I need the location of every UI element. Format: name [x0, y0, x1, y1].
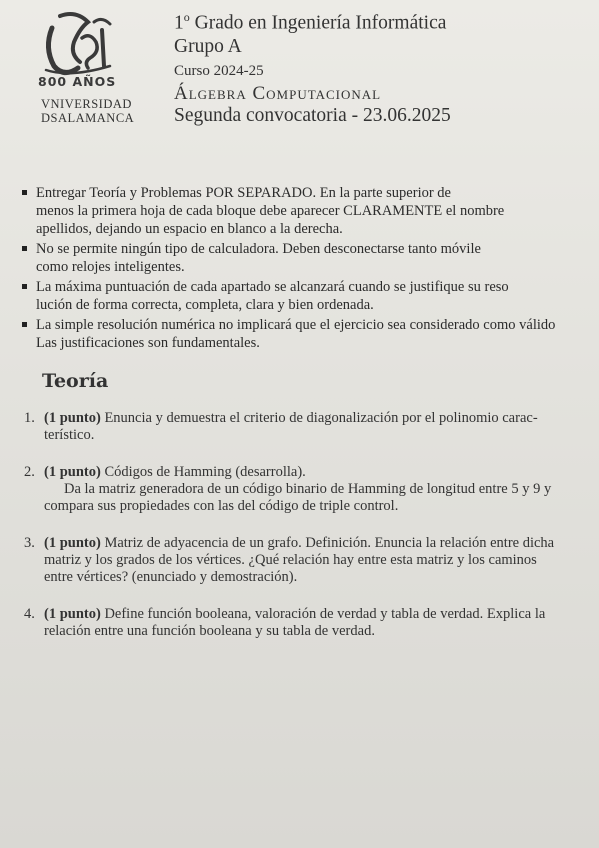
instruction-item: Entregar Teoría y Problemas POR SEPARADO. En la parte superior de menos la primera hoja de cada bloque debe aparecer CLARAMENTE el nombre apellidos, dejando un espacio en blanco a la derecha. — [22, 184, 599, 238]
instruction-item: La máxima puntuación de cada apartado se alcanzará cuando se justifique su reso lución de forma correcta, completa, clara y bien ordenada. — [22, 278, 599, 314]
group-line: Grupo A — [174, 35, 242, 57]
section-title: Teoría — [42, 370, 109, 392]
questions-list — [24, 410, 599, 640]
question-item: 3. (1 punto) Matriz de adyacencia de un grafo. Definición. Enuncia la relación entre dicha matriz y los grados de los vértices. ¿Qué relación hay entre esta matriz y los caminos entre vértices? (enunciado y demostración). — [24, 535, 555, 585]
question-item: 1. (1 punto) Enuncia y demuestra el criterio de diagonalización por el polinomio carac- terístico. — [24, 410, 538, 443]
instruction-item: La simple resolución numérica no implicará que el ejercicio sea considerado como válido Las justificaciones son fundamentales. — [22, 316, 599, 352]
bullet-icon — [22, 246, 27, 251]
bullet-icon — [22, 190, 27, 195]
logo-salamanca: DSALAMANCA — [41, 111, 135, 125]
question-number: 1. — [24, 410, 35, 426]
degree-line: 1$^o$ Grado en Ingeniería Informática — [174, 10, 447, 34]
question-points: (1 punto) — [44, 464, 101, 480]
exam-session: Segunda convocatoria - 23.06.2025 — [174, 104, 451, 126]
question-number: 4. — [24, 606, 35, 622]
question-item: 4. (1 punto) Define función booleana, valoración de verdad y tabla de verdad. Explica la relación entre una función booleana y su tabla de verdad. — [24, 606, 546, 639]
question-item: 2. (1 punto) Códigos de Hamming (desarrolla). Da la matriz generadora de un código binario de Hamming de longitud entre 5 y 9 y compara sus propiedades con las del código de triple control. — [24, 464, 552, 514]
question-points: (1 punto) — [44, 535, 101, 551]
question-points: (1 punto) — [44, 410, 101, 426]
bullet-icon — [22, 322, 27, 327]
question-number: 2. — [24, 464, 35, 480]
logo-university-name — [41, 97, 141, 125]
instruction-item: No se permite ningún tipo de calculadora. Deben desconectarse tanto móvile como relojes inteligentes. — [22, 240, 599, 276]
bullet-icon — [22, 284, 27, 289]
logo-universidad: VNIVERSIDAD — [41, 97, 132, 111]
question-number: 3. — [24, 535, 35, 551]
instructions-list — [22, 184, 599, 354]
exam-header — [174, 5, 594, 128]
logo-anniversary-text: 800 AÑOS — [38, 74, 117, 89]
subject-title: Álgebra Computacional — [174, 82, 382, 104]
course-line: Curso 2024-25 — [174, 62, 264, 79]
question-points: (1 punto) — [44, 606, 101, 622]
